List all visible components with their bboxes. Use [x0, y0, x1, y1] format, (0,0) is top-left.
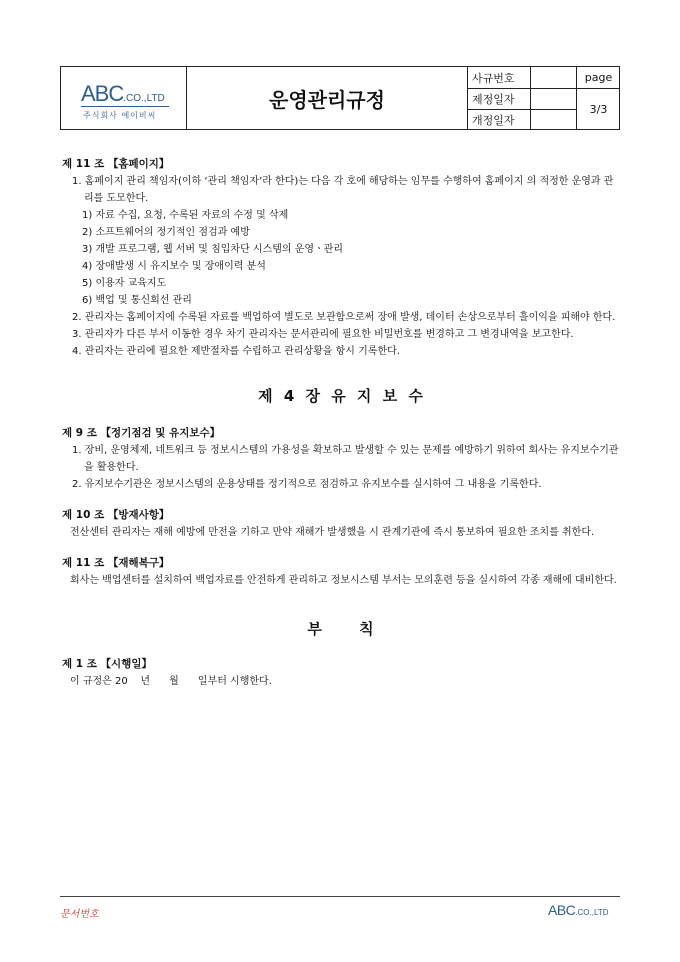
- footer-logo: ABC.CO.,LTD: [548, 902, 609, 918]
- appendix-heading: 부 칙: [307, 620, 377, 638]
- document-title: 운영관리규정: [187, 67, 468, 129]
- article-item: 4. 관리자는 관리에 필요한 제반절차를 수립하고 관리상황을 항시 기록한다.: [72, 346, 400, 357]
- article-subitem: 6) 백업 및 통신회선 관리: [82, 295, 192, 306]
- article-text: 이 규정은 20 년 월 일부터 시행한다.: [70, 676, 272, 687]
- article-title: 제 9 조 【정기점검 및 유지보수】: [62, 427, 221, 439]
- article-title: 제 11 조 【재해복구】: [62, 557, 170, 569]
- document-number-label: 문서번호: [60, 909, 99, 920]
- document-body: [62, 156, 622, 690]
- logo-text: ABC.CO.,LTD: [81, 81, 165, 106]
- article-item: 2. 유지보수기관은 정보시스템의 운용상태를 정기적으로 점검하고 유지보수를 실시하여 그 내용을 기록한다.: [72, 479, 542, 490]
- article-item: 2. 관리자는 홈페이지에 수록된 자료를 백업하여 별도로 보관함으로써 장애 발생, 데이터 손상으로부터 흘이익을 피해야 한다.: [72, 312, 616, 323]
- value-reg-no: [531, 67, 577, 88]
- article-subitem: 3) 개발 프로그램, 웹 서버 및 침입차단 시스템의 운영ㆍ관리: [82, 244, 344, 255]
- label-enacted: 제정일자: [468, 88, 531, 109]
- article-text: 회사는 백업센터를 설치하여 백업자료를 안전하게 관리하고 정보시스템 부서는 모의훈련 등을 실시하여 각종 재해에 대비한다.: [70, 575, 617, 586]
- value-revised: [531, 109, 577, 129]
- document-header: [60, 66, 620, 130]
- label-revised: 개정일자: [468, 109, 531, 129]
- article-subitem: 5) 이용자 교육지도: [82, 278, 167, 289]
- article-item: 3. 관리자가 다른 부서 이동한 경우 차기 관리자는 문서관리에 필요한 비밀번호를 변경하고 그 변경내역을 보고한다.: [72, 329, 574, 340]
- article-title: 제 1 조 【시행일】: [62, 658, 152, 670]
- article-item: 1. 홈페이지 관리 책임자(이하 ‘관리 책임자’라 한다)는 다음 각 호에 해당하는 임무를 수행하여 홈페이지 의 적정한 운영과 관리를 도모한다.: [72, 176, 614, 204]
- article-subitem: 1) 자료 수집, 요청, 수록된 자료의 수정 및 삭제: [82, 210, 289, 221]
- article-text: 전산센터 관리자는 재해 예방에 만전을 기하고 만약 재해가 발생했을 시 관계기관에 즉시 통보하여 필요한 조치를 취한다.: [70, 527, 595, 538]
- company-logo: [61, 67, 187, 129]
- article-title: 제 11 조 【홈페이지】: [62, 158, 170, 170]
- chapter-heading: 제 4 장 유 지 보 수: [258, 387, 426, 405]
- article-title: 제 10 조 【방재사항】: [62, 509, 170, 521]
- value-enacted: [531, 88, 577, 109]
- document-info-table: [468, 67, 620, 129]
- article-subitem: 4) 장애발생 시 유지보수 및 장애이력 분석: [82, 261, 266, 272]
- label-page: page: [584, 71, 613, 84]
- company-name-korean: 주식회사 에이비씨: [83, 111, 157, 120]
- article-subitem: 2) 소프트웨어의 정기적인 점검과 예방: [82, 227, 250, 238]
- footer-divider: [60, 896, 620, 897]
- article-item: 1. 장비, 운영체제, 네트워크 등 정보시스템의 가용성을 확보하고 발생할 수 있는 문제를 예방하기 위하여 회사는 유지보수기관을 활용한다.: [72, 445, 619, 473]
- page-number: 3/3: [577, 88, 620, 129]
- label-reg-no: 사규번호: [468, 67, 531, 88]
